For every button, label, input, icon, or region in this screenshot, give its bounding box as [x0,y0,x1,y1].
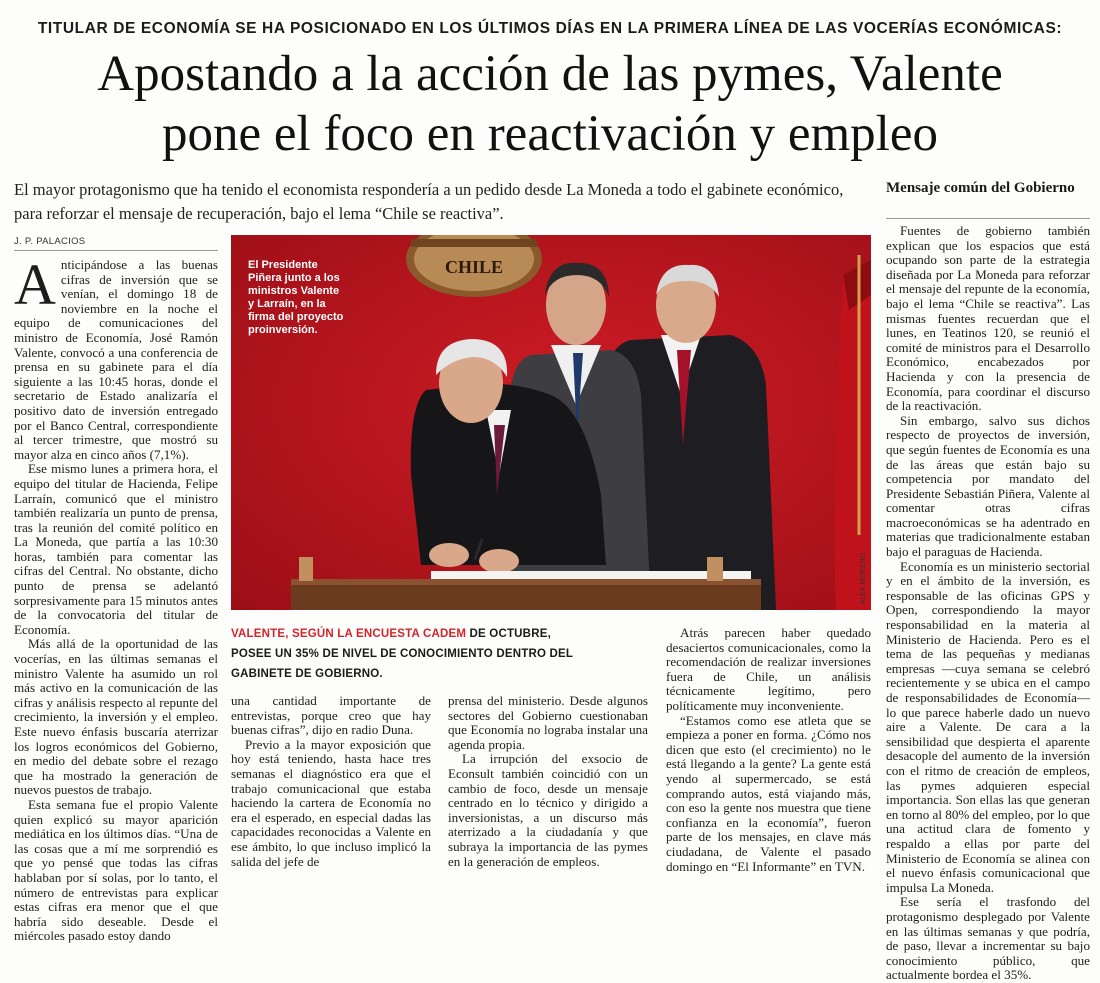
paragraph: Esta semana fue el propio Valente quien explicó su mayor aparición mediática en los últimos días. “Una de las cosas que a mí me sorprendió es que yo pensé que todas las cifras hablaban por sí solas, por lo tanto, el número de entrevistas para explicar estas cifras era menor que el que habría sido deseable. Desde el miércoles pasado estoy dando [14,796,218,944]
paragraph: Ese sería el trasfondo del protagonismo desplegado por Valente en las últimas semanas y que podría, de paso, llevar a incrementar su bajo conocimiento público, que actualmente bordea el 35%. [886,894,1090,983]
paragraph: prensa del ministerio. Desde algunos sectores del Gobierno cuestionaban que Economía no lograba instalar una agenda propia. [448,693,648,752]
sidebar-body [886,224,1090,983]
paragraph: “Estamos como ese atleta que se empieza a poner en forma. ¿Cómo nos dicen que esto (el crecimiento) no le está llegando a la gente? La gente está yendo al supermercado, se está comprando autos, está viajando más, con eso la gente nos muestra que tiene confianza en la economía”, fueron parte de los mensajes, en clave más ciudadana, de Valente el pasado domingo en “El Informante” en TVN. [666,712,871,874]
pull-quote-text: DE OCTUBRE, POSEE UN 35% DE NIVEL DE CONOCIMIENTO DENTRO DEL GABINETE DE GOBIERNO. [231,628,573,680]
article-kicker: TITULAR DE ECONOMÍA SE HA POSICIONADO EN LOS ÚLTIMOS DÍAS EN LA PRIMERA LÍNEA DE LAS VOCERÍAS ECONÓMICAS: [37,20,1063,37]
pull-quote [231,624,591,684]
photo-caption: El Presidente Piñera junto a los ministros Valente y Larraín, en la firma del proyecto proinversión. [248,259,344,336]
photo-credit: ALEX MORENO [860,552,867,604]
paragraph: una cantidad importante de entrevistas, porque creo que hay buenas cifras”, dijo en radio Duna. [231,693,431,738]
column-2 [231,694,431,869]
paragraph: Economía es un ministerio sectorial y en el ámbito de la inversión, es responsable de las oficinas GPS y Open, correspondiendo la mayor responsabilidad en la materia al Ministerio de Hacienda. Pero es el tema de las pequeñas y medianas empresas —cuya semana se celebró recientemente y se ubica en el campo de responsabilidades de Economía— lo que parece haberle dado un nuevo aire a Valente. De cara a la sensibilidad que despierta el aparente desacople del aumento de la inversión con el ritmo de creación de empleos, las pymes adquieren especial importancia. Son ellas las que generan en torno al 80% del empleo, por lo que una actitud clara de fomento y respaldo a ellas por parte del Ministerio de Economía se alinea con el nuevo énfasis comunicacional que impulsa La Moneda. [886,558,1090,895]
paragraph: La irrupción del exsocio de Econsult también coincidió con un cambio de foco, desde un mensaje centrado en lo técnico y dirigido a inversionistas, a un discurso más aterrizado a la ciudadanía y que subraya la importancia de las pymes en la generación de empleos. [448,751,648,869]
article-photo [231,235,871,610]
headline-line-2: pone el foco en reactivación y empleo [162,106,938,162]
paragraph: Más allá de la oportunidad de las vocerías, en las últimas semanas el ministro Valente ha asumido un rol más activo en la comunicación de las cifras y análisis respecto al repunte del crecimiento, la inversión y el empleo. Este nuevo énfasis buscaría aterrizar los logros económicos del Gobierno, en medio del debate sobre el rezago que ha mostrado la generación de nuevos puestos de trabajo. [14,636,218,798]
dropcap: A [14,252,56,317]
sidebar-title: Mensaje común del Gobierno [886,180,1075,196]
paragraph: Previo a la mayor exposición que hoy está teniendo, hasta hace tres semanas el diagnóstico era que el trabajo comunicacional que estaba haciendo la cartera de Economía no era el esperado, en especial dadas las capacidades reconocidas a Valente en ese ámbito, lo que incluso implicó la salida del jefe de [231,736,431,869]
lead-text: nticipándose a las buenas cifras de inversión que se venían, el domingo 18 de noviembre en la noche el equipo de comunicaciones del ministro de Economía, José Ramón Valente, convocó a una conferencia de prensa en su gabinete para el día siguiente a las 10:45 horas, donde el secretario de Estado analizaría el positivo dato de inversión entregado por el Banco Central, correspondiente al tercer trimestre, que mostró su mayor alza en cinco años (7,1%). [14,257,218,462]
byline-rule [14,250,218,251]
paragraph-lead [14,252,218,462]
article-byline: J. P. PALACIOS [14,236,86,247]
column-1 [14,252,218,944]
paragraph: Sin embargo, salvo sus dichos respecto de proyectos de inversión, que según fuentes de Economía es una de las áreas que están bajo su competencia por mandato del Presidente Sebastián Piñera, Valente al comentar otras cifras macroeconómicas se ha adentrado en materias que tradicionalmente estaban bajo el paraguas de Hacienda. [886,412,1090,560]
pull-quote-highlight: VALENTE, SEGÚN LA ENCUESTA CADEM [231,628,467,640]
paragraph: Ese mismo lunes a primera hora, el equipo del titular de Hacienda, Felipe Larraín, comunicó que el ministro también realizaría un punto de prensa, tras la reunión del comité político en La Moneda, que partía a las 10:30 horas, también para comentar las cifras del Central. No obstante, dicho punto de prensa se adelantó sorpresivamente para 15 minutos antes de la convocatoria del titular de Economía. [14,461,218,637]
sidebar-rule [886,218,1090,219]
article-standfirst: El mayor protagonismo que ha tenido el economista respondería a un pedido desde La Moneda a todo el gabinete económico, para reforzar el mensaje de recuperación, bajo el lema “Chile se reactiva”. [14,180,844,223]
paragraph: Fuentes de gobierno también explican que los espacios que está ocupando son parte de la estrategia diseñada por La Moneda para reforzar el mensaje del repunte de la economía, bajo el lema “Chile se reactiva”. Las mismas fuentes recuerdan que el lunes, en Teatinos 120, se reunió el comité de ministros para el Desarrollo Económico, encabezados por Hacienda y con la presencia de Economía, para coordinar el discurso de la reactivación. [886,223,1090,414]
plaque-text: CHILE [444,257,504,277]
column-4 [666,626,871,874]
article-headline [0,44,1100,164]
headline-line-1: Apostando a la acción de las pymes, Valente [97,46,1003,102]
paragraph: Atrás parecen haber quedado desaciertos comunicacionales, como la recomendación de realizar inversiones fuera de Chile, un análisis técnicamente legítimo, pero políticamente muy inconveniente. [666,625,871,713]
column-3 [448,694,648,869]
